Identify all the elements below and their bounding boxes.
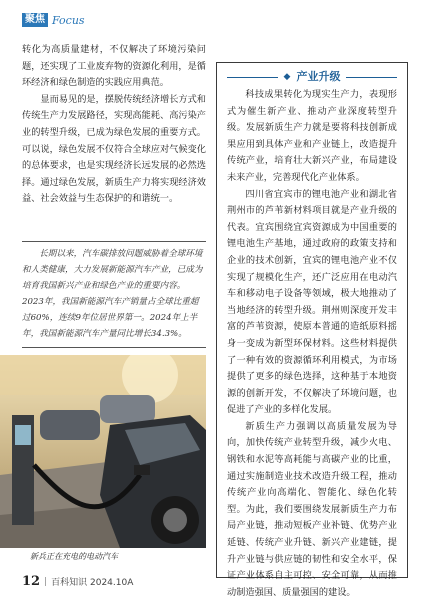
page-number: 12 [22, 574, 41, 589]
page-footer [22, 574, 133, 589]
pull-quote [22, 241, 206, 348]
heading-line-left [227, 77, 278, 78]
section-tag: 聚焦 [22, 13, 48, 27]
footer-separator: | [44, 576, 48, 587]
right-paragraph-2: 四川省宜宾市的锂电池产业和湖北省荆州市的芦苇新材料项目就是产业升级的代表。宜宾围绕宜宾资源成为中国重要的锂电池生产基地，通过政府的政策支持和企业的技术创新，宜宾的锂电池产业不仅实现了规模化生产，还广泛应用在电动汽车和移动电子设备等领域，极大地推动了当地经济的转型升级。荆州则深度开发丰富的芦苇资源，使原本普通的造纸原料摇身一变成为新型环保材料。这些材料提供了一种有效的资源循环利用模式，为市场提供了更多的绿色选择，这种基于本地资源的创新开发，不仅解决了环境问题，也促进了产业的多样化发展。 [227, 188, 397, 416]
section-header [22, 12, 85, 28]
left-column [22, 42, 206, 208]
diamond-icon: ◆ [283, 72, 291, 82]
right-paragraph-3: 新质生产力强调以高质量发展为导向，加快传统产业转型升级，减少火电、钢铁和水泥等高耗能与高碳产业的比重，通过实施制造业技术改造升级工程，推动传统产业向高端化、智能化、绿色化转型。为此，我们要围绕发展新质生产力布局产业链，推动短板产业补链、优势产业延链、传统产业升链、新兴产业建链，提升产业链与供应链的韧性和安全水平，保证产业体系自主可控、安全可靠，从而推动制造强国、质量强国的建设。 [227, 420, 397, 598]
ev-charging-photo [0, 355, 206, 548]
section-heading [227, 69, 397, 85]
heading-line-right [346, 77, 397, 78]
ev-charging-illustration [0, 355, 206, 548]
publication-info: 百科知识 2024.10A [51, 578, 134, 588]
right-paragraph-1: 科技成果转化为现实生产力，表现形式为催生新产业、推动产业深度转型升级。发展新质生产力就是要将科技创新成果应用到具体产业和产业链上，改造提升传统产业，培育壮大新兴产业，布局建设未来产业，完善现代化产业体系。 [227, 89, 397, 183]
pull-quote-text: 长期以来，汽车碳排放问题威胁着全球环境和人类健康，大力发展新能源汽车产业，已成为培育我国新兴产业和绿色产业的重要内容。2023年，我国新能源汽车产销量占全球比重超过60%，连续9年位居世界第一。2024年上半年，我国新能源汽车产量同比增长34.3%。 [22, 249, 203, 339]
photo-caption: 新兵正在充电的电动汽车 [30, 552, 118, 561]
right-column [216, 62, 408, 598]
section-subtitle: Focus [52, 13, 85, 27]
left-paragraph-2: 显而易见的是，摆脱传统经济增长方式和传统生产力发展路径，实现高能耗、高污染产业的转型升级，已成为绿色发展的重要方式。可以说，绿色发展不仅符合全球应对气候变化的总体要求，也是实现经济长远发展的必然选择。通过绿色发展，新质生产力将实现经济效益、社会效益与生态保护的和谐统一。 [22, 93, 206, 205]
section-heading-text: 产业升级 [296, 70, 341, 83]
left-paragraph-1: 转化为高质量建材，不仅解决了环境污染问题，还实现了工业废弃物的资源化利用，是循环经济和绿色制造的实践应用典范。 [22, 44, 206, 89]
